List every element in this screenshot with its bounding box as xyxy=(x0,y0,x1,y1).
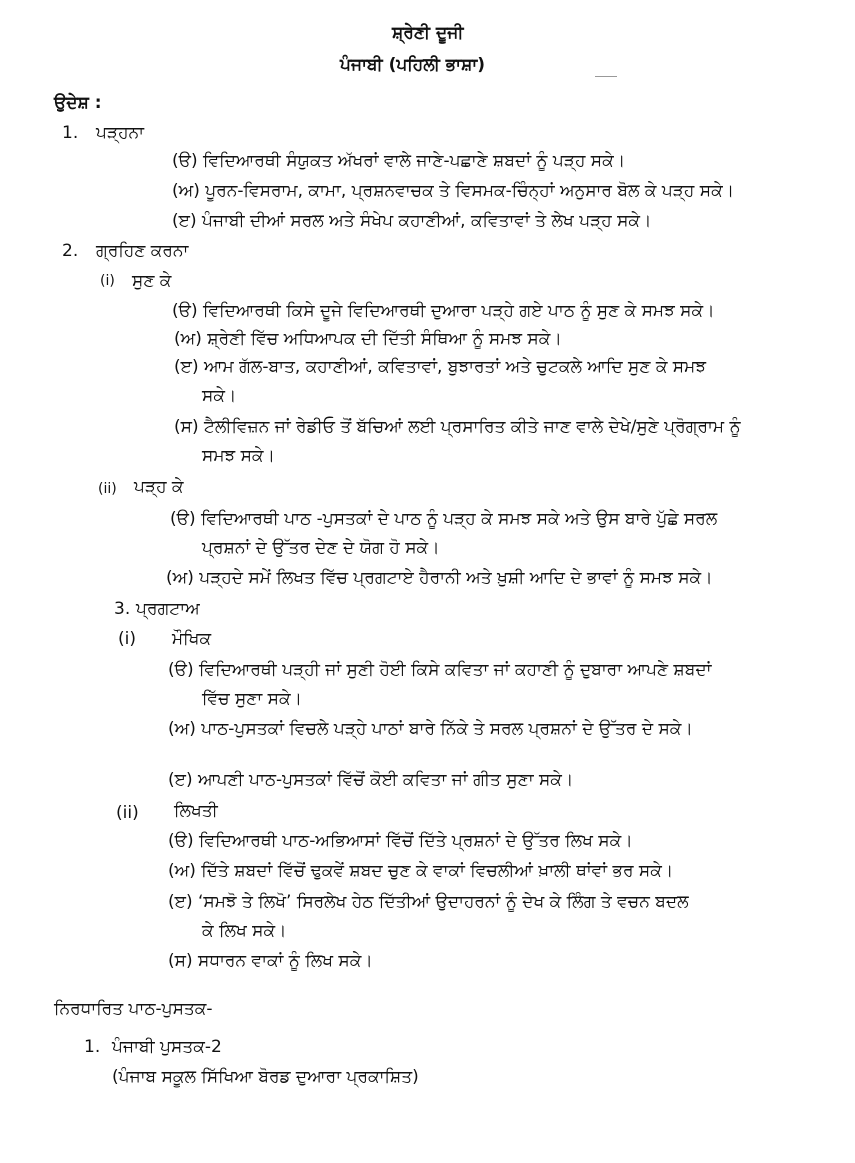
scan-mark xyxy=(595,76,617,77)
list-item xyxy=(172,300,715,322)
section-1-title: ਪੜ੍ਹਨਾ xyxy=(96,123,144,143)
item-text: ਟੈਲੀਵਿਜ਼ਨ ਜਾਂ ਰੇਡੀਓ ਤੋਂ ਬੱਚਿਆਂ ਲਈ ਪ੍ਰਸਾਰਿਤ ਕੀਤੇ ਜਾਣ ਵਾਲੇ ਦੇਖੇ/ਸੁਣੇ ਪ੍ਰੋਗ੍ਰਾਮ ਨੂੰ xyxy=(204,417,741,437)
list-item xyxy=(174,416,741,438)
item-text: ਸਧਾਰਨ ਵਾਕਾਂ ਨੂੰ ਲਿਖ ਸਕੇ। xyxy=(198,951,373,971)
item-text: ਵਿਦਿਆਰਥੀ ਸੰਯੁਕਤ ਅੱਖਰਾਂ ਵਾਲੇ ਜਾਣੇ-ਪਛਾਣੇ ਸ਼ਬਦਾਂ ਨੂੰ ਪੜ੍ਹ ਸਕੇ। xyxy=(203,151,626,171)
list-item xyxy=(174,328,562,350)
item-marker: (ਅ) xyxy=(168,861,196,881)
item-marker: (ਅ) xyxy=(174,329,202,349)
list-item xyxy=(168,860,673,882)
list-item xyxy=(170,508,717,530)
section-1-number: 1. xyxy=(62,123,79,143)
item-marker: (ੳ) xyxy=(168,831,194,851)
item-continuation: ਕੇ ਲਿਖ ਸਕੇ। xyxy=(202,921,287,941)
list-item xyxy=(168,950,373,972)
item-marker: (ੳ) xyxy=(170,509,196,529)
book-number: 1. xyxy=(84,1037,101,1057)
item-marker: (ਸ) xyxy=(168,951,193,971)
list-item xyxy=(168,769,573,791)
item-marker: (ਅ) xyxy=(172,181,200,201)
item-marker: (ਅ) xyxy=(168,719,196,739)
item-text: ਆਪਣੀ ਪਾਠ-ਪੁਸਤਕਾਂ ਵਿੱਚੋਂ ਕੋਈ ਕਵਿਤਾ ਜਾਂ ਗੀਤ ਸੁਣਾ ਸਕੇ। xyxy=(198,770,574,790)
section-3-number: 3. xyxy=(114,599,131,619)
item-text: ਵਿਦਿਆਰਥੀ ਪੜ੍ਹੀ ਜਾਂ ਸੁਣੀ ਹੋਈ ਕਿਸੇ ਕਵਿਤਾ ਜਾਂ ਕਹਾਣੀ ਨੂੰ ਦੁਬਾਰਾ ਆਪਣੇ ਸ਼ਬਦਾਂ xyxy=(199,660,712,680)
list-item xyxy=(168,659,711,681)
subsection-number: (i) xyxy=(100,273,115,289)
item-marker: (ੲ) xyxy=(168,892,193,912)
item-text: ‘ਸਮਝੋ ਤੇ ਲਿਖੋ’ ਸਿਰਲੇਖ ਹੇਠ ਦਿੱਤੀਆਂ ਉਦਾਹਰਨਾਂ ਨੂੰ ਦੇਖ ਕੇ ਲਿੰਗ ਤੇ ਵਚਨ ਬਦਲ xyxy=(198,892,689,912)
item-marker: (ੲ) xyxy=(172,211,197,231)
list-item xyxy=(168,830,633,852)
item-text: ਆਮ ਗੱਲ-ਬਾਤ, ਕਹਾਣੀਆਂ, ਕਵਿਤਾਵਾਂ, ਬੁਝਾਰਤਾਂ ਅਤੇ ਚੁਟਕਲੇ ਆਦਿ ਸੁਣ ਕੇ ਸਮਝ xyxy=(204,357,707,377)
book-publisher: (ਪੰਜਾਬ ਸਕੂਲ ਸਿੱਖਿਆ ਬੋਰਡ ਦੁਆਰਾ ਪ੍ਰਕਾਸ਼ਿਤ) xyxy=(112,1067,419,1087)
section-2-number: 2. xyxy=(62,241,79,261)
list-item xyxy=(166,567,713,589)
page-subtitle: ਪੰਜਾਬੀ (ਪਹਿਲੀ ਭਾਸ਼ਾ) xyxy=(340,55,485,75)
item-text: ਪੰਜਾਬੀ ਦੀਆਂ ਸਰਲ ਅਤੇ ਸੰਖੇਪ ਕਹਾਣੀਆਂ, ਕਵਿਤਾਵਾਂ ਤੇ ਲੇਖ ਪੜ੍ਹ ਸਕੇ। xyxy=(202,211,652,231)
subsection-title: ਪੜ੍ਹ ਕੇ xyxy=(134,477,184,497)
item-continuation: ਵਿੱਚ ਸੁਣਾ ਸਕੇ। xyxy=(202,689,303,709)
item-text: ਪੜ੍ਹਦੇ ਸਮੇਂ ਲਿਖਤ ਵਿੱਚ ਪ੍ਰਗਟਾਏ ਹੈਰਾਨੀ ਅਤੇ ਖ਼ੁਸ਼ੀ ਆਦਿ ਦੇ ਭਾਵਾਂ ਨੂੰ ਸਮਝ ਸਕੇ। xyxy=(199,568,713,588)
item-text: ਵਿਦਿਆਰਥੀ ਪਾਠ-ਅਭਿਆਸਾਂ ਵਿੱਚੋਂ ਦਿੱਤੇ ਪ੍ਰਸ਼ਨਾਂ ਦੇ ਉੱਤਰ ਲਿਖ ਸਕੇ। xyxy=(199,831,633,851)
item-text: ਪੂਰਨ-ਵਿਸਰਾਮ, ਕਾਮਾ, ਪ੍ਰਸ਼ਨਵਾਚਕ ਤੇ ਵਿਸਮਕ-ਚਿੰਨ੍ਹਾਂ ਅਨੁਸਾਰ ਬੋਲ ਕੇ ਪੜ੍ਹ ਸਕੇ। xyxy=(205,181,735,201)
book-title: ਪੰਜਾਬੀ ਪੁਸਤਕ-2 xyxy=(112,1037,222,1057)
item-text: ਵਿਦਿਆਰਥੀ ਕਿਸੇ ਦੂਜੇ ਵਿਦਿਆਰਥੀ ਦੁਆਰਾ ਪੜ੍ਹੇ ਗਏ ਪਾਠ ਨੂੰ ਸੁਣ ਕੇ ਸਮਝ ਸਕੇ। xyxy=(203,301,715,321)
list-item xyxy=(172,180,734,202)
subsection-title: ਲਿਖਤੀ xyxy=(174,801,218,821)
subsection-number: (ii) xyxy=(116,803,139,823)
list-item xyxy=(172,210,652,232)
subsection-title: ਸੁਣ ਕੇ xyxy=(132,271,172,291)
list-item xyxy=(172,150,625,172)
list-item xyxy=(168,891,689,913)
page-title: ਸ਼੍ਰੇਣੀ ਦੂਜੀ xyxy=(392,23,464,43)
item-marker: (ੳ) xyxy=(172,151,198,171)
section-3-title: ਪ੍ਰਗਟਾਅ xyxy=(136,599,200,619)
item-marker: (ੲ) xyxy=(168,770,193,790)
subsection-number: (i) xyxy=(118,629,136,649)
item-continuation: ਸਕੇ। xyxy=(202,386,237,406)
item-marker: (ਅ) xyxy=(166,568,194,588)
item-text: ਸ਼੍ਰੇਣੀ ਵਿੱਚ ਅਧਿਆਪਕ ਦੀ ਦਿੱਤੀ ਸੰਥਿਆ ਨੂੰ ਸਮਝ ਸਕੇ। xyxy=(207,329,562,349)
section-2-title: ਗ੍ਰਹਿਣ ਕਰਨਾ xyxy=(96,241,189,261)
item-continuation: ਸਮਝ ਸਕੇ। xyxy=(202,446,275,466)
item-continuation: ਪ੍ਰਸ਼ਨਾਂ ਦੇ ਉੱਤਰ ਦੇਣ ਦੇ ਯੋਗ ਹੋ ਸਕੇ। xyxy=(202,538,440,558)
objectives-heading: ਉਦੇਸ਼ : xyxy=(54,93,102,113)
books-heading: ਨਿਰਧਾਰਿਤ ਪਾਠ-ਪੁਸਤਕ- xyxy=(54,999,213,1019)
subsection-title: ਮੌਖਿਕ xyxy=(172,629,212,649)
item-text: ਦਿੱਤੇ ਸ਼ਬਦਾਂ ਵਿੱਚੋਂ ਢੁਕਵੇਂ ਸ਼ਬਦ ਚੁਣ ਕੇ ਵਾਕਾਂ ਵਿਚਲੀਆਂ ਖ਼ਾਲੀ ਥਾਂਵਾਂ ਭਰ ਸਕੇ। xyxy=(201,861,674,881)
item-text: ਪਾਠ-ਪੁਸਤਕਾਂ ਵਿਚਲੇ ਪੜ੍ਹੇ ਪਾਠਾਂ ਬਾਰੇ ਨਿੱਕੇ ਤੇ ਸਰਲ ਪ੍ਰਸ਼ਨਾਂ ਦੇ ਉੱਤਰ ਦੇ ਸਕੇ। xyxy=(201,719,693,739)
item-marker: (ੲ) xyxy=(174,357,199,377)
item-marker: (ੳ) xyxy=(172,301,198,321)
item-marker: (ਸ) xyxy=(174,417,199,437)
list-item xyxy=(174,356,706,378)
item-text: ਵਿਦਿਆਰਥੀ ਪਾਠ -ਪੁਸਤਕਾਂ ਦੇ ਪਾਠ ਨੂੰ ਪੜ੍ਹ ਕੇ ਸਮਝ ਸਕੇ ਅਤੇ ਉਸ ਬਾਰੇ ਪੁੱਛੇ ਸਰਲ xyxy=(201,509,718,529)
subsection-number: (ii) xyxy=(98,481,117,497)
list-item xyxy=(168,718,693,740)
item-marker: (ੳ) xyxy=(168,660,194,680)
